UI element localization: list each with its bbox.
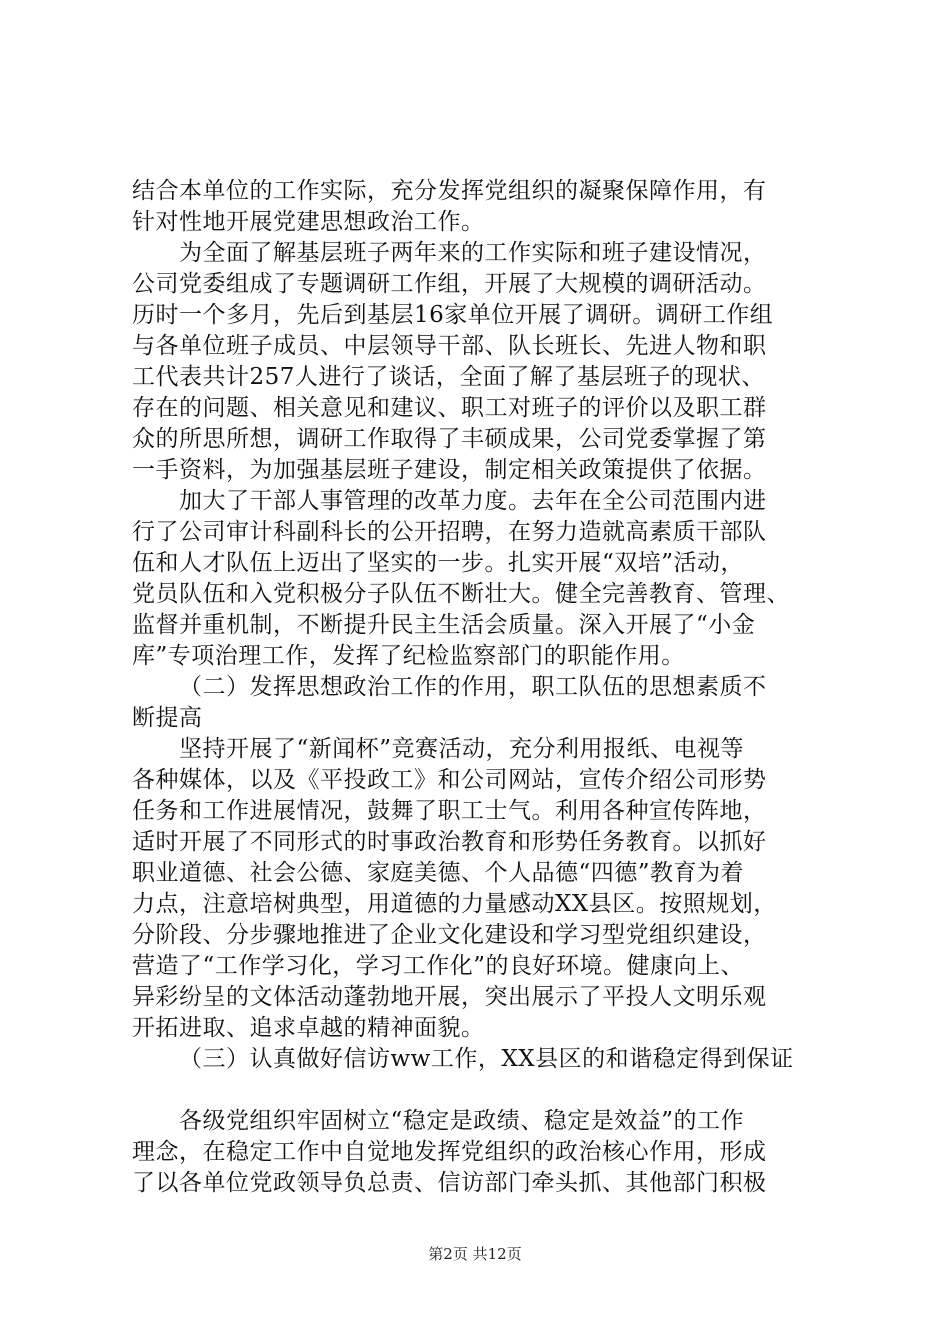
blank-line [132, 1075, 832, 1106]
section-heading-line: （三）认真做好信访ww工作，XX县区的和谐稳定得到保证 [179, 1046, 794, 1072]
text-line: 伍和人才队伍上迈出了坚实的一步。扎实开展“双培”活动， [132, 550, 745, 576]
text-line: 结合本单位的工作实际，充分发挥党组织的凝聚保障作用，有 [132, 178, 767, 204]
text-line: 工代表共计257人进行了谈话，全面了解了基层班子的现状、 [132, 364, 765, 390]
text-line: 众的所思所想，调研工作取得了丰硕成果，公司党委掌握了第 [132, 426, 767, 452]
paragraph-start-line: 各级党组织牢固树立“稳定是政绩、稳定是效益”的工作 [179, 1108, 745, 1134]
text-line: 异彩纷呈的文体活动蓬勃地开展，突出展示了平投人文明乐观 [132, 984, 767, 1010]
text-line: 针对性地开展党建思想政治工作。 [132, 209, 485, 235]
document-body [132, 176, 832, 1199]
text-line: 历时一个多月，先后到基层16家单位开展了调研。调研工作组 [132, 302, 774, 328]
text-line: 库”专项治理工作，发挥了纪检监察部门的职能作用。 [132, 643, 685, 669]
text-line: 营造了“工作学习化，学习工作化”的良好环境。健康向上、 [132, 953, 745, 979]
text-line: 任务和工作进展情况，鼓舞了职工士气。利用各种宣传阵地， [132, 798, 767, 824]
text-line: 各种媒体，以及《平投政工》和公司网站，宣传介绍公司形势 [132, 767, 767, 793]
text-line: 理念，在稳定工作中自觉地发挥党组织的政治核心作用，形成 [132, 1139, 767, 1165]
text-line: 一手资料，为加强基层班子建设，制定相关政策提供了依据。 [132, 457, 767, 483]
page-number-footer: 第2页 共12页 [428, 1245, 522, 1263]
text-line: 力点，注意培树典型，用道德的力量感动XX县区。按照规划， [132, 891, 777, 917]
text-line: 适时开展了不同形式的时事政治教育和形势任务教育。以抓好 [132, 829, 767, 855]
text-line: 开拓进取、追求卓越的精神面貌。 [132, 1015, 485, 1041]
text-line: 职业道德、社会公德、家庭美德、个人品德“四德”教育为着 [132, 860, 745, 886]
paragraph-start-line: 坚持开展了“新闻杯”竞赛活动，充分利用报纸、电视等 [179, 736, 745, 762]
text-line: 与各单位班子成员、中层领导干部、队长班长、先进人物和职 [132, 333, 767, 359]
section-heading-line: 断提高 [132, 705, 203, 731]
text-line: 公司党委组成了专题调研工作组，开展了大规模的调研活动。 [132, 271, 767, 297]
text-line: 存在的问题、相关意见和建议、职工对班子的评价以及职工群 [132, 395, 767, 421]
text-line: 了以各单位党政领导负总责、信访部门牵头抓、其他部门积极 [132, 1170, 767, 1196]
text-line: 监督并重机制，不断提升民主生活会质量。深入开展了“小金 [132, 612, 756, 638]
text-line: 分阶段、分步骤地推进了企业文化建设和学习型党组织建设， [132, 922, 767, 948]
paragraph-start-line: 为全面了解基层班子两年来的工作实际和班子建设情况， [179, 240, 767, 266]
paragraph-start-line: 加大了干部人事管理的改革力度。去年在全公司范围内进 [179, 488, 767, 514]
section-heading-line: （二）发挥思想政治工作的作用，职工队伍的思想素质不 [179, 674, 767, 700]
text-line: 行了公司审计科副科长的公开招聘，在努力造就高素质干部队 [132, 519, 767, 545]
text-line: 党员队伍和入党积极分子队伍不断壮大。健全完善教育、管理、 [132, 581, 790, 607]
